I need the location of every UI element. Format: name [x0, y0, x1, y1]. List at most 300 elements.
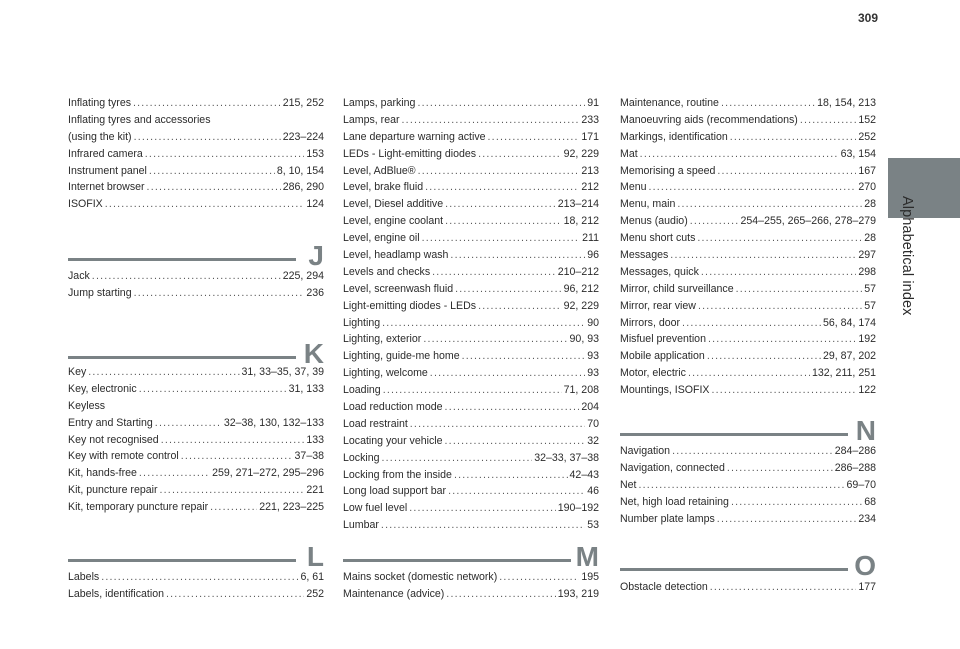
- entry-term: Mains socket (domestic network): [343, 571, 498, 583]
- entry-pages: 190–192: [557, 502, 599, 515]
- entry-term: Lighting, guide-me home: [343, 350, 460, 363]
- dot-leader: [717, 163, 856, 180]
- dot-leader: [730, 129, 857, 146]
- entry-pages: 223–224: [282, 130, 324, 143]
- entry-pages: 152: [858, 113, 876, 126]
- entry-term: Low fuel level: [343, 502, 408, 515]
- index-group: [620, 579, 876, 596]
- dot-leader: [105, 196, 305, 213]
- dot-leader: [381, 517, 585, 534]
- index-entry: [343, 399, 599, 416]
- index-entry: [343, 433, 599, 450]
- index-entry: [68, 499, 324, 516]
- entry-term: Level, Diesel additive: [343, 198, 444, 211]
- entry-pages: 213: [581, 164, 599, 177]
- section-rule: [620, 433, 848, 436]
- entry-term: Lumbar: [343, 519, 379, 532]
- index-entry: [620, 511, 876, 528]
- entry-term: LEDs - Light-emitting diodes: [343, 147, 477, 160]
- index-entry: [343, 348, 599, 365]
- dot-leader: [181, 448, 293, 465]
- index-entry: [620, 213, 876, 230]
- dot-leader: [445, 213, 562, 230]
- index-entry: [620, 460, 876, 477]
- entry-pages: 204: [581, 401, 599, 414]
- entry-term: Level, engine oil: [343, 232, 420, 245]
- index-entry: [68, 448, 324, 465]
- dot-leader: [430, 365, 585, 382]
- dot-leader: [139, 465, 210, 482]
- section-rule: [68, 258, 296, 261]
- index-entry: [343, 112, 599, 129]
- entry-term: Mobile application: [620, 350, 705, 363]
- index-entry: [620, 95, 876, 112]
- dot-leader: [134, 129, 281, 146]
- index-entry: [343, 230, 599, 247]
- index-entry: [68, 465, 324, 482]
- entry-term: Jump starting: [68, 286, 132, 299]
- entry-term: Locating your vehicle: [343, 434, 443, 447]
- index-entry: [343, 247, 599, 264]
- entry-pages: 192: [858, 333, 876, 346]
- entry-term: Kit, temporary puncture repair: [68, 501, 209, 514]
- entry-term: Jack: [68, 270, 90, 282]
- index-entry: [343, 569, 599, 586]
- entry-pages: 63, 154: [840, 147, 876, 160]
- entry-pages: 90: [587, 316, 599, 329]
- dot-leader: [697, 230, 862, 247]
- entry-term: Level, engine coolant: [343, 215, 444, 228]
- entry-pages: 93: [587, 350, 599, 363]
- dot-leader: [166, 586, 304, 603]
- index-entry: [343, 196, 599, 213]
- dot-leader: [677, 196, 862, 213]
- entry-pages: 18, 154, 213: [817, 97, 876, 109]
- index-entry: [343, 315, 599, 332]
- entry-pages: 57: [864, 282, 876, 295]
- index-group: [68, 268, 324, 302]
- dot-leader: [446, 586, 555, 603]
- dot-leader: [448, 483, 585, 500]
- entry-pages: 71, 208: [563, 384, 599, 397]
- entry-term: Level, screenwash fluid: [343, 282, 454, 295]
- dot-leader: [410, 416, 585, 433]
- index-entry: [343, 146, 599, 163]
- entry-pages: 234: [858, 512, 876, 525]
- dot-leader: [145, 146, 305, 163]
- dot-leader: [133, 95, 281, 112]
- index-entry: [343, 213, 599, 230]
- index-entry: [620, 230, 876, 247]
- entry-pages: 31, 33–35, 37, 39: [241, 366, 324, 378]
- dot-leader: [160, 482, 305, 499]
- entry-pages: 32: [587, 434, 599, 447]
- entry-term: Lamps, rear: [343, 113, 400, 126]
- dot-leader: [710, 579, 857, 596]
- entry-pages: 18, 212: [563, 215, 599, 228]
- index-entry: [343, 264, 599, 281]
- entry-term: Mat: [620, 147, 638, 160]
- entry-pages: 6, 61: [300, 571, 324, 583]
- index-entry: [620, 315, 876, 332]
- entry-pages: 286, 290: [282, 181, 324, 194]
- index-entry: [68, 196, 324, 213]
- entry-term: Kit, puncture repair: [68, 484, 158, 497]
- entry-term: Lighting: [343, 316, 381, 329]
- entry-pages: 53: [587, 519, 599, 532]
- dot-leader: [445, 196, 556, 213]
- index-entry: [68, 415, 324, 432]
- index-entry: [343, 298, 599, 315]
- index-entry: [620, 382, 876, 399]
- entry-pages: 195: [581, 571, 599, 583]
- section-letter: K: [303, 338, 324, 369]
- dot-leader: [736, 281, 863, 298]
- index-entry: [620, 146, 876, 163]
- index-entry: [68, 398, 324, 415]
- index-entry: [343, 179, 599, 196]
- index-group: [68, 95, 324, 213]
- entry-term: Misfuel prevention: [620, 333, 706, 346]
- index-entry: [68, 179, 324, 196]
- dot-leader: [649, 179, 857, 196]
- entry-pages: 252: [306, 587, 324, 600]
- index-entry: [343, 416, 599, 433]
- entry-pages: 252: [858, 130, 876, 143]
- dot-leader: [682, 315, 821, 332]
- entry-pages: 298: [858, 265, 876, 278]
- entry-pages: 28: [864, 198, 876, 211]
- section-rule: [68, 559, 296, 562]
- entry-term: Maintenance, routine: [620, 97, 719, 109]
- index-entry: [343, 129, 599, 146]
- dot-leader: [639, 477, 845, 494]
- index-entry: [620, 264, 876, 281]
- entry-pages: 91: [587, 97, 599, 109]
- dot-leader: [422, 230, 581, 247]
- index-entry: [68, 364, 324, 381]
- index-entry: [68, 569, 324, 586]
- dot-leader: [690, 213, 739, 230]
- entry-term: Navigation, connected: [620, 461, 725, 474]
- index-entry: [343, 483, 599, 500]
- index-entry: [343, 95, 599, 112]
- index-entry: [620, 298, 876, 315]
- entry-term: Locking: [343, 451, 380, 464]
- index-group: [343, 569, 599, 603]
- index-group: [68, 569, 324, 603]
- index-entry: [620, 179, 876, 196]
- section-letter: M: [575, 541, 599, 572]
- entry-pages: 213–214: [557, 198, 599, 211]
- dot-leader: [425, 179, 579, 196]
- entry-pages: 225, 294: [282, 270, 324, 282]
- entry-pages: 57: [864, 299, 876, 312]
- entry-pages: 133: [306, 433, 324, 446]
- index-entry: [343, 382, 599, 399]
- entry-pages: 284–286: [834, 445, 876, 457]
- entry-term: Menu, main: [620, 198, 676, 211]
- entry-pages: 122: [858, 384, 876, 397]
- section-rule: [620, 568, 848, 571]
- section-letter: N: [855, 415, 876, 446]
- entry-term: Menu: [620, 181, 647, 194]
- dot-leader: [417, 95, 585, 112]
- entry-pages: 259, 271–272, 295–296: [212, 467, 324, 480]
- dot-leader: [161, 432, 305, 449]
- entry-term: Keyless: [68, 399, 106, 412]
- entry-pages: 236: [306, 286, 324, 299]
- entry-term: Obstacle detection: [620, 581, 708, 593]
- dot-leader: [640, 146, 839, 163]
- entry-term: Light-emitting diodes - LEDs: [343, 299, 477, 312]
- dot-leader: [139, 381, 287, 398]
- entry-pages: 96: [587, 249, 599, 262]
- index-group: [68, 364, 324, 516]
- dot-leader: [92, 268, 281, 285]
- entry-term: Locking from the inside: [343, 468, 452, 481]
- entry-pages: 221: [306, 484, 324, 497]
- entry-term: Messages: [620, 249, 669, 262]
- dot-leader: [88, 364, 239, 381]
- entry-term: Labels: [68, 571, 100, 583]
- index-group: [343, 95, 599, 534]
- entry-pages: 37–38: [294, 450, 324, 463]
- entry-term: Kit, hands-free: [68, 467, 137, 480]
- index-group: [620, 443, 876, 527]
- entry-term: Load reduction mode: [343, 401, 443, 414]
- dot-leader: [688, 365, 810, 382]
- dot-leader: [478, 146, 562, 163]
- section-letter: J: [308, 240, 324, 271]
- entry-pages: 93: [587, 367, 599, 380]
- entry-term: Loading: [343, 384, 381, 397]
- index-entry: [620, 112, 876, 129]
- entry-term: Instrument panel: [68, 164, 147, 177]
- entry-term: Mirror, child surveillance: [620, 282, 734, 295]
- dot-leader: [462, 348, 586, 365]
- section-letter: L: [306, 541, 324, 572]
- section-rule: [68, 356, 296, 359]
- index-entry: [68, 285, 324, 302]
- entry-pages: 132, 211, 251: [811, 367, 876, 380]
- entry-term: Memorising a speed: [620, 164, 716, 177]
- entry-pages: 28: [864, 232, 876, 245]
- index-entry: [343, 500, 599, 517]
- entry-pages: 270: [858, 181, 876, 194]
- entry-term: Maintenance (advice): [343, 587, 445, 600]
- entry-pages: 92, 229: [563, 299, 599, 312]
- dot-leader: [455, 281, 562, 298]
- entry-pages: 254–255, 265–266, 278–279: [740, 215, 876, 228]
- index-entry: [620, 477, 876, 494]
- dot-leader: [432, 264, 556, 281]
- index-entry: [620, 494, 876, 511]
- section-letter: O: [854, 550, 876, 581]
- entry-pages: 167: [858, 164, 876, 177]
- dot-leader: [454, 467, 568, 484]
- index-group: [620, 95, 876, 399]
- dot-leader: [450, 247, 585, 264]
- dot-leader: [731, 494, 862, 511]
- index-entry: [68, 112, 324, 129]
- entry-pages: 177: [858, 581, 876, 593]
- entry-pages: 153: [306, 147, 324, 160]
- entry-term: Labels, identification: [68, 587, 164, 600]
- entry-term: Messages, quick: [620, 265, 699, 278]
- entry-term: Mirrors, door: [620, 316, 681, 329]
- dot-leader: [409, 500, 556, 517]
- entry-pages: 171: [581, 130, 599, 143]
- dot-leader: [800, 112, 856, 129]
- entry-term: Mountings, ISOFIX: [620, 384, 710, 397]
- entry-pages: 211: [582, 232, 599, 245]
- dot-leader: [147, 179, 281, 196]
- entry-pages: 193, 219: [557, 587, 599, 600]
- index-entry: [68, 95, 324, 112]
- entry-pages: 210–212: [557, 265, 599, 278]
- entry-term: Entry and Starting: [68, 416, 153, 429]
- entry-pages: 124: [306, 198, 324, 211]
- entry-term: Net, high load retaining: [620, 495, 729, 508]
- dot-leader: [101, 569, 298, 586]
- entry-pages: 29, 87, 202: [822, 350, 876, 363]
- dot-leader: [727, 460, 833, 477]
- index-entry: [620, 579, 876, 596]
- entry-term: Key with remote control: [68, 450, 179, 463]
- entry-term: Level, brake fluid: [343, 181, 424, 194]
- entry-pages: 8, 10, 154: [276, 164, 324, 177]
- index-entry: [620, 196, 876, 213]
- index-entry: [343, 331, 599, 348]
- dot-leader: [402, 112, 580, 129]
- index-entry: [68, 482, 324, 499]
- entry-term: Manoeuvring aids (recommendations): [620, 113, 798, 126]
- dot-leader: [134, 285, 305, 302]
- index-entry: [620, 163, 876, 180]
- entry-pages: 96, 212: [563, 282, 599, 295]
- index-entry: [343, 163, 599, 180]
- section-rule: [343, 559, 571, 562]
- dot-leader: [423, 331, 567, 348]
- entry-term: ISOFIX: [68, 198, 103, 211]
- entry-term: Key not recognised: [68, 433, 159, 446]
- index-entry: [343, 450, 599, 467]
- entry-term: Inflating tyres: [68, 97, 132, 109]
- entry-pages: 46: [587, 485, 599, 498]
- dot-leader: [708, 331, 856, 348]
- entry-term: Inflating tyres and accessories: [68, 113, 211, 126]
- index-entry: [68, 381, 324, 398]
- entry-term: Level, AdBlue®: [343, 164, 416, 177]
- side-title: Alphabetical index: [899, 196, 915, 316]
- dot-leader: [488, 129, 580, 146]
- entry-pages: 31, 133: [288, 382, 324, 395]
- entry-term: Lamps, parking: [343, 97, 416, 109]
- dot-leader: [155, 415, 222, 432]
- entry-term: Load restraint: [343, 417, 408, 430]
- entry-pages: 56, 84, 174: [822, 316, 876, 329]
- entry-term: Long load support bar: [343, 485, 447, 498]
- entry-pages: 69–70: [846, 478, 876, 491]
- entry-pages: 221, 223–225: [259, 501, 324, 514]
- index-entry: [68, 268, 324, 285]
- dot-leader: [499, 569, 579, 586]
- index-entry: [343, 586, 599, 603]
- index-entry: [620, 365, 876, 382]
- index-entry: [343, 467, 599, 484]
- index-entry: [620, 331, 876, 348]
- dot-leader: [670, 247, 856, 264]
- entry-pages: 297: [858, 249, 876, 262]
- index-entry: [68, 129, 324, 146]
- index-entry: [620, 129, 876, 146]
- entry-pages: 233: [581, 113, 599, 126]
- entry-pages: 90, 93: [569, 333, 599, 346]
- entry-pages: 212: [581, 181, 599, 194]
- index-entry: [620, 348, 876, 365]
- index-entry: [68, 146, 324, 163]
- entry-pages: 286–288: [834, 461, 876, 474]
- entry-term: Markings, identification: [620, 130, 728, 143]
- dot-leader: [418, 163, 580, 180]
- entry-term: Lighting, exterior: [343, 333, 422, 346]
- dot-leader: [712, 382, 857, 399]
- entry-term: Menu short cuts: [620, 232, 696, 245]
- entry-term: Lighting, welcome: [343, 367, 428, 380]
- entry-term: Levels and checks: [343, 265, 431, 278]
- dot-leader: [478, 298, 562, 315]
- dot-leader: [717, 511, 857, 528]
- dot-leader: [698, 298, 862, 315]
- entry-term: Lane departure warning active: [343, 130, 486, 143]
- entry-pages: 42–43: [569, 468, 599, 481]
- entry-pages: 215, 252: [282, 97, 324, 109]
- entry-pages: 32–38, 130, 132–133: [223, 416, 324, 429]
- index-entry: [620, 247, 876, 264]
- dot-leader: [445, 433, 586, 450]
- index-entry: [68, 586, 324, 603]
- dot-leader: [721, 95, 815, 112]
- entry-pages: 32–33, 37–38: [534, 451, 599, 464]
- index-entry: [343, 365, 599, 382]
- page-number: 309: [857, 11, 878, 25]
- index-entry: [620, 281, 876, 298]
- entry-term: Net: [620, 478, 637, 491]
- index-entry: [343, 517, 599, 534]
- index-entry: [68, 432, 324, 449]
- entry-term: Navigation: [620, 445, 671, 457]
- entry-term: Internet browser: [68, 181, 145, 194]
- dot-leader: [383, 382, 562, 399]
- entry-term: Key, electronic: [68, 382, 137, 395]
- dot-leader: [149, 163, 275, 180]
- dot-leader: [445, 399, 580, 416]
- entry-term: Number plate lamps: [620, 512, 715, 525]
- entry-term: (using the kit): [68, 130, 132, 143]
- dot-leader: [701, 264, 856, 281]
- dot-leader: [382, 450, 533, 467]
- dot-leader: [210, 499, 257, 516]
- index-entry: [343, 281, 599, 298]
- dot-leader: [707, 348, 821, 365]
- entry-term: Motor, electric: [620, 367, 686, 380]
- entry-pages: 68: [864, 495, 876, 508]
- entry-term: Menus (audio): [620, 215, 688, 228]
- entry-term: Mirror, rear view: [620, 299, 696, 312]
- entry-term: Level, headlamp wash: [343, 249, 449, 262]
- index-entry: [68, 163, 324, 180]
